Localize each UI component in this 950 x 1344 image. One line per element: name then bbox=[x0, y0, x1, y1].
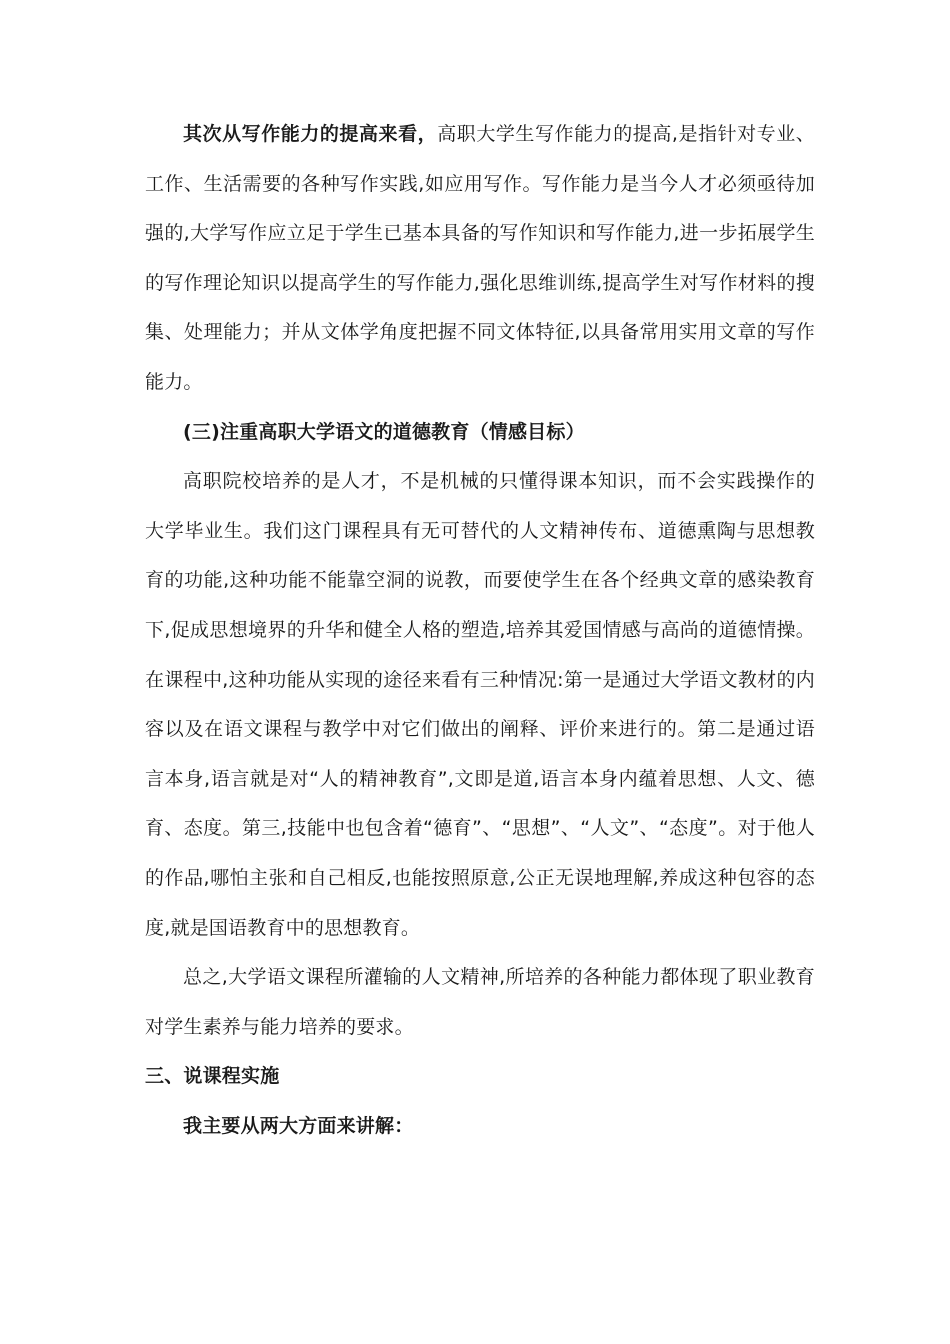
intro-line: 我主要从两大方面来讲解： bbox=[183, 1114, 414, 1137]
paragraph-text: 高职大学生写作能力的提高,是指针对专业、工作、生活需要的各种写作实践,如应用写作。写作能力是当今人才必须亟待加强的,大学写作应立足于学生已基本具备的写作知识和写作能力,进一步拓展学生的写作理论知识以提高学生的写作能力,强化思维训练,提高学生对写作材料的搜集、处理能力；并从文体学角度把握不同文体特征,以具备常用实用文章的写作能力。 bbox=[145, 123, 815, 393]
paragraph-summary: 总之,大学语文课程所灌输的人文精神,所培养的各种能力都体现了职业教育对学生素养与能力培养的要求。 bbox=[145, 966, 815, 1038]
subheading-moral-education: (三)注重高职大学语文的道德教育（情感目标） bbox=[183, 420, 585, 443]
paragraph-moral-education: 高职院校培养的是人才，不是机械的只懂得课本知识，而不会实践操作的大学毕业生。我们这门课程具有无可替代的人文精神传布、道德熏陶与思想教育的功能,这种功能不能靠空洞的说教，而要使学生在各个经典文章的感染教育下,促成思想境界的升华和健全人格的塑造,培养其爱国情感与高尚的道德情操。在课程中,这种功能从实现的途径来看有三种情况:第一是通过大学语文教材的内容以及在语文课程与教学中对它们做出的阐释、评价来进行的。第二是通过语言本身,语言就是对“人的精神教育”,文即是道,语言本身内蕴着思想、人文、德育、态度。第三,技能中也包含着“德育”、“思想”、“人文”、“态度”。对于他人的作品,哪怕主张和自己相反,也能按照原意,公正无误地理解,养成这种包容的态度,就是国语教育中的思想教育。 bbox=[145, 470, 815, 939]
document-body bbox=[145, 110, 815, 1151]
paragraph-lead-bold: 其次从写作能力的提高来看， bbox=[183, 123, 438, 145]
section-heading-implementation: 三、说课程实施 bbox=[145, 1065, 280, 1088]
paragraph-writing-ability bbox=[145, 110, 815, 408]
